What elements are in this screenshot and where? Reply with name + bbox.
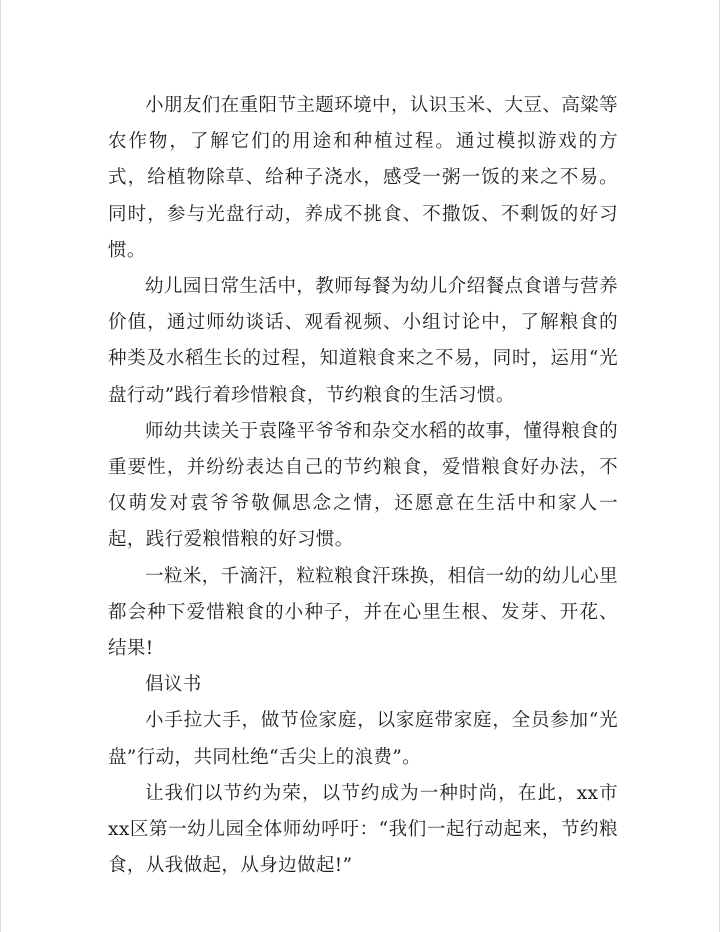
paragraph-family-action: 小手拉大手，做节俭家庭，以家庭带家庭，全员参加“光盘”行动，共同杜绝“舌尖上的浪费”。 (108, 710, 618, 768)
paragraph-appeal: 让我们以节约为荣，以节约成为一种时尚，在此，xx市xx区第一幼儿园全体师幼呼吁：“我们一起行动起来，节约粮食，从我做起，从身边做起!” (108, 782, 618, 877)
proposal-heading: 倡议书 (145, 674, 202, 696)
paragraph-reading-story: 师幼共读关于袁隆平爷爷和杂交水稻的故事，懂得粮食的重要性，并纷纷表达自己的节约粮食，爱惜粮食好办法，不仅萌发对袁爷爷敬佩思念之情，还愿意在生活中和家人一起，践行爱粮惜粮的好习惯。 (108, 420, 618, 551)
paragraph-grain-seed: 一粒米，千滴汗，粒粒粮食汗珠换，相信一幼的幼儿心里都会种下爱惜粮食的小种子，并在心里生根、发芽、开花、结果! (108, 565, 618, 660)
paragraph-theme-activities: 小朋友们在重阳节主题环境中，认识玉米、大豆、高粱等农作物，了解它们的用途和种植过程。通过模拟游戏的方式，给植物除草、给种子浇水，感受一粥一饭的来之不易。同时，参与光盘行动，养成不挑食、不撒饭、不剩饭的好习惯。 (108, 95, 618, 261)
document-body (108, 88, 618, 884)
paragraph-daily-life: 幼儿园日常生活中，教师每餐为幼儿介绍餐点食谱与营养价值，通过师幼谈话、观看视频、小组讨论中，了解粮食的种类及水稻生长的过程，知道粮食来之不易，同时，运用“光盘行动”践行着珍惜粮食，节约粮食的生活习惯。 (108, 276, 618, 406)
